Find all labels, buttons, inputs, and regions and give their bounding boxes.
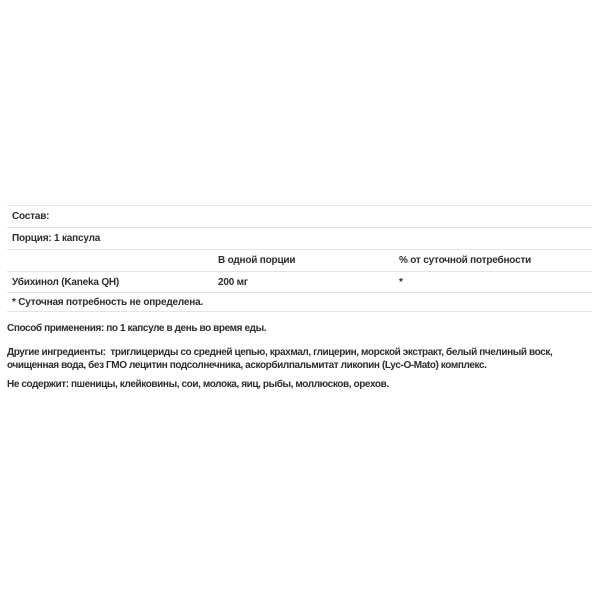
composition-row	[7, 205, 592, 227]
allergen-free-text: Не содержит: пшеницы, клейковины, сои, молока, яиц, рыбы, моллюсков, орехов.	[7, 379, 389, 390]
table-header-row	[7, 249, 592, 271]
table-row	[7, 271, 592, 292]
serving-size-label: Порция: 1 капсула	[12, 233, 101, 244]
serving-size-row	[7, 227, 592, 249]
ingredient-name: Убихинол (Kaneka QH)	[12, 276, 120, 288]
daily-value-footnote: * Суточная потребность не определена.	[12, 296, 204, 308]
directions-text: Способ применения: по 1 капсуле в день во время еды.	[7, 323, 267, 334]
amount-per-serving-header: В одной порции	[218, 255, 296, 266]
ingredient-amount: 200 мг	[218, 276, 248, 288]
other-ingredients-text: Другие ингредиенты: триглицериды со средней цепью, крахмал, глицерин, морской экстракт, белый пчелиный воск, очищенная вода, без ГМО лецитин подсолнечника, аскорбилпальмитат ликопин (Lyc-O-Mato) комплекс.	[7, 347, 555, 371]
supplement-facts-table	[7, 205, 592, 312]
ingredient-daily-value: *	[399, 276, 403, 288]
footnote-row	[7, 292, 592, 311]
composition-label: Состав:	[12, 211, 50, 222]
product-notes	[7, 322, 590, 391]
daily-value-header: % от суточной потребности	[399, 255, 532, 266]
